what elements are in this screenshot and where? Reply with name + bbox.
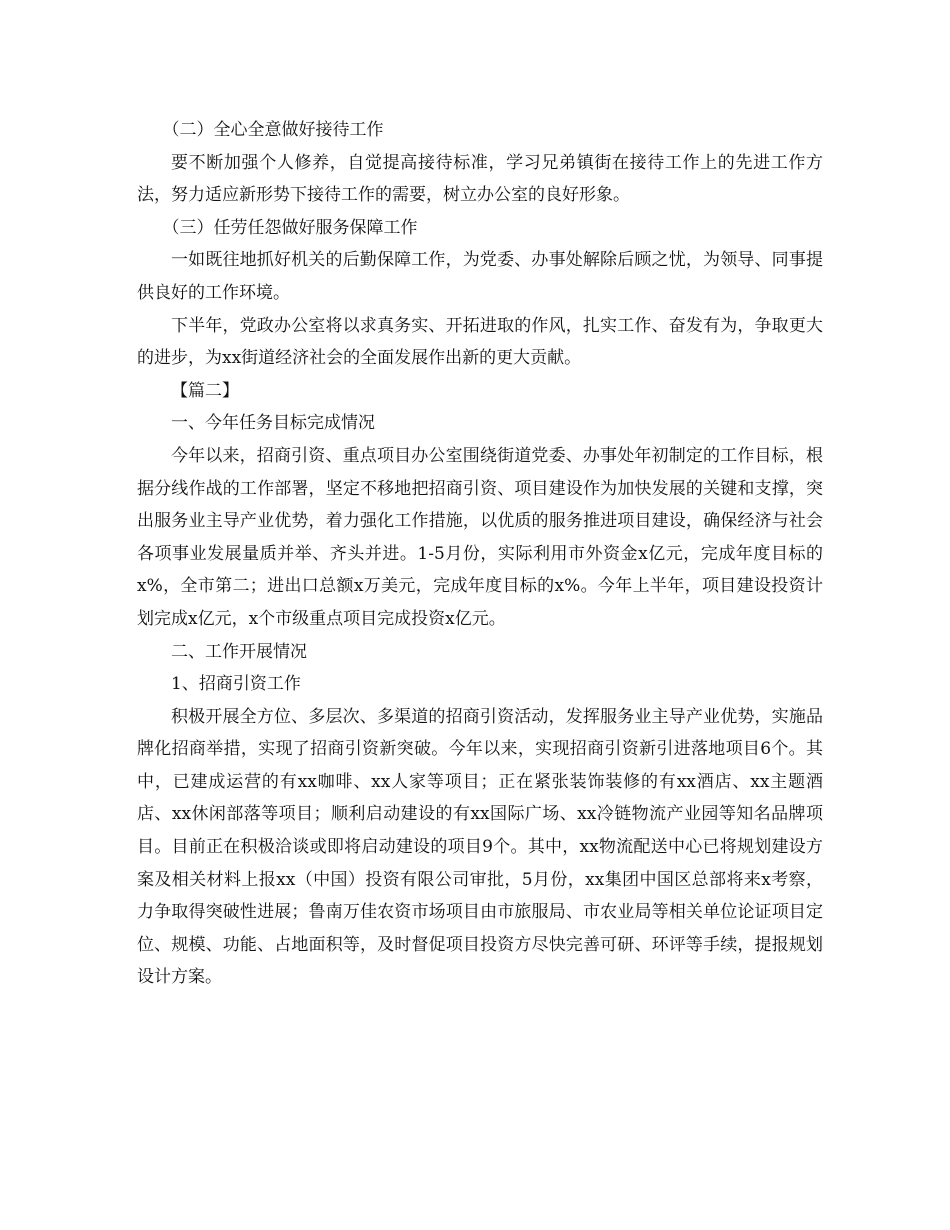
paragraph-second-half: 下半年，党政办公室将以求真务实、开拓进取的作风，扎实工作、奋发有为，争取更大的进步，为xx街道经济社会的全面发展作出新的更大贡献。 bbox=[137, 315, 823, 369]
subsection-heading-investment: 1、招商引资工作 bbox=[171, 674, 301, 695]
paragraph-investment: 积极开展全方位、多层次、多渠道的招商引资活动，发挥服务业主导产业优势，实施品牌化招商举措，实现了招商引资新突破。今年以来，实现招商引资新引进落地项目6个。其中，已建成运营的有xx咖啡、xx人家等项目；正在紧张装饰装修的有xx酒店、xx主题酒店、xx休闲部落等项目；顺利启动建设的有xx国际广场、xx冷链物流产业园等知名品牌项目。目前正在积极洽谈或即将启动建设的项目9个。其中，xx物流配送中心已将规划建设方案及相关材料上报xx（中国）投资有限公司审批，5月份，xx集团中国区总部将来x考察，力争取得突破性进展；鲁南万佳农资市场项目由市旅服局、市农业局等相关单位论证项目定位、规模、功能、占地面积等，及时督促项目投资方尽快完善可研、环评等手续，提报规划设计方案。 bbox=[137, 706, 823, 988]
section-heading-work: 二、工作开展情况 bbox=[171, 641, 307, 662]
section-heading-service: （三）任劳任怨做好服务保障工作 bbox=[162, 217, 418, 238]
part-two-heading: 【篇二】 bbox=[171, 380, 239, 401]
paragraph-targets: 今年以来，招商引资、重点项目办公室围绕街道党委、办事处年初制定的工作目标，根据分线作战的工作部署，坚定不移地把招商引资、项目建设作为加快发展的关键和支撑，突出服务业主导产业优势，着力强化工作措施，以优质的服务推进项目建设，确保经济与社会各项事业发展量质并举、齐头并进。1-5月份，实际利用市外资金x亿元，完成年度目标的x%，全市第二；进出口总额x万美元，完成年度目标的x%。今年上半年，项目建设投资计划完成x亿元，x个市级重点项目完成投资x亿元。 bbox=[137, 445, 823, 629]
section-heading-reception: （二）全心全意做好接待工作 bbox=[162, 120, 384, 140]
section-heading-targets: 一、今年任务目标完成情况 bbox=[171, 413, 375, 434]
document-body bbox=[137, 114, 823, 994]
paragraph-reception: 要不断加强个人修养，自觉提高接待标准，学习兄弟镇街在接待工作上的先进工作方法，努力适应新形势下接待工作的需要，树立办公室的良好形象。 bbox=[137, 152, 823, 206]
paragraph-service: 一如既往地抓好机关的后勤保障工作，为党委、办事处解除后顾之忧，为领导、同事提供良好的工作环境。 bbox=[137, 250, 823, 303]
